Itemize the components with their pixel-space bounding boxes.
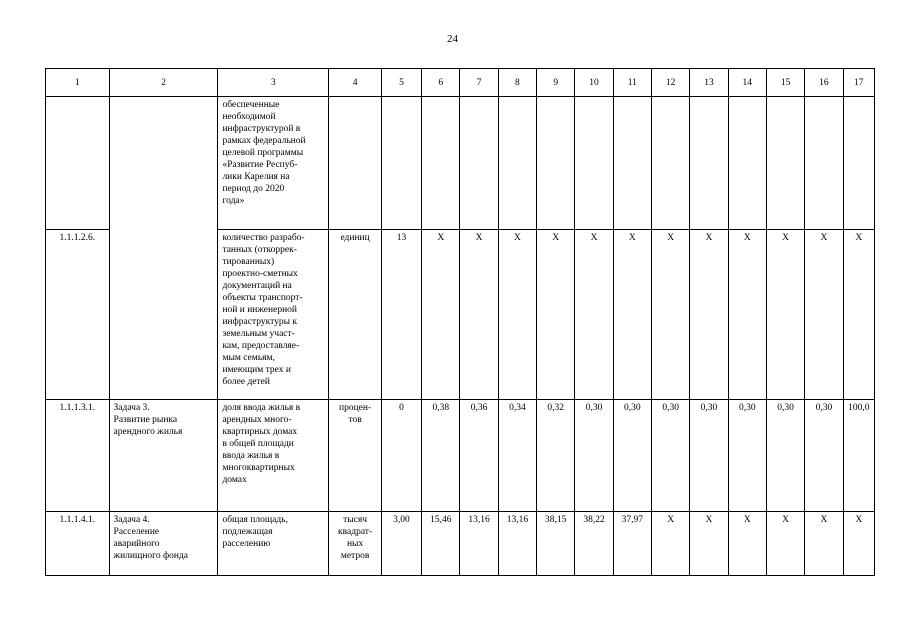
value-cell-text: 38,22 (583, 515, 605, 525)
value-cell-text: X (705, 515, 713, 525)
value-cell (422, 512, 460, 576)
value-cell (843, 97, 874, 230)
value-cell (422, 97, 460, 230)
value-cell-text: X (513, 233, 521, 243)
value-cell (613, 230, 651, 400)
task-cell-text: Задача 3. Развитие рынка арендного жилья (113, 403, 183, 437)
table-row (46, 97, 875, 230)
column-header-2: 2 (109, 69, 218, 97)
unit-cell-text: единиц (340, 233, 370, 243)
column-header-9: 9 (537, 69, 575, 97)
indicator-cell (218, 97, 329, 230)
value-cell-text: 0,30 (738, 403, 756, 413)
column-header-14: 14 (728, 69, 766, 97)
column-header-17: 17 (843, 69, 874, 97)
value-cell (498, 400, 536, 512)
value-cell (575, 97, 613, 230)
value-cell-text: X (855, 233, 863, 243)
value-cell (690, 512, 728, 576)
value-cell (728, 97, 766, 230)
value-cell (613, 512, 651, 576)
value-cell (381, 400, 421, 512)
column-header-11: 11 (613, 69, 651, 97)
value-cell (422, 230, 460, 400)
indicator-cell-text: общая площадь, подлежащая расселению (222, 515, 288, 549)
value-cell-text: X (820, 515, 828, 525)
row-code-cell (46, 230, 110, 400)
value-cell-text: X (743, 233, 751, 243)
value-cell (498, 512, 536, 576)
value-cell (843, 400, 874, 512)
value-cell-text: 13,16 (468, 515, 490, 525)
column-header-5: 5 (381, 69, 421, 97)
column-header-15: 15 (766, 69, 804, 97)
value-cell (575, 512, 613, 576)
value-cell (728, 230, 766, 400)
unit-cell (329, 230, 381, 400)
value-cell-text: 0,32 (547, 403, 565, 413)
value-cell (690, 400, 728, 512)
unit-cell-text: тысяч квадрат- ных метров (338, 515, 373, 561)
value-cell (575, 230, 613, 400)
value-cell-text: X (437, 233, 445, 243)
value-cell (652, 230, 690, 400)
value-cell (381, 230, 421, 400)
indicator-cell-text: доля ввода жилья в арендных много- квартирных домах в общей площади ввода жилья в многоквартирных домах (222, 403, 301, 485)
value-cell (690, 230, 728, 400)
indicator-cell (218, 230, 329, 400)
value-cell-text: X (743, 515, 751, 525)
value-cell-text: 0,38 (432, 403, 450, 413)
table-row (46, 512, 875, 576)
value-cell (460, 97, 498, 230)
value-cell (843, 512, 874, 576)
value-cell-text: 100,0 (848, 403, 870, 413)
row-code-cell (46, 97, 110, 230)
indicator-cell-text: обеспеченные необходимой инфраструктурой в рамках федеральной целевой программы «Развитие Респуб- лики Карелия на период до 2020 года» (222, 100, 306, 206)
value-cell (728, 512, 766, 576)
value-cell (652, 400, 690, 512)
table-row (46, 230, 875, 400)
column-header-12: 12 (652, 69, 690, 97)
column-header-8: 8 (498, 69, 536, 97)
task-cell (109, 512, 218, 576)
value-cell-text: X (590, 233, 598, 243)
value-cell (537, 230, 575, 400)
row-code-cell-text: 1.1.1.2.6. (59, 233, 96, 243)
value-cell (766, 97, 804, 230)
value-cell-text: X (475, 233, 483, 243)
value-cell-text: X (782, 515, 790, 525)
value-cell-text: X (552, 233, 560, 243)
value-cell (652, 97, 690, 230)
value-cell-text: X (667, 233, 675, 243)
unit-cell (329, 97, 381, 230)
value-cell-text: X (820, 233, 828, 243)
value-cell-text: X (705, 233, 713, 243)
value-cell (766, 400, 804, 512)
value-cell (537, 400, 575, 512)
value-cell (381, 512, 421, 576)
task-cell (109, 97, 218, 230)
row-code-cell-text: 1.1.1.3.1. (59, 403, 96, 413)
table-header-row (46, 69, 875, 97)
value-cell-text: 0 (399, 403, 404, 413)
value-cell (575, 400, 613, 512)
value-cell (613, 97, 651, 230)
row-code-cell (46, 512, 110, 576)
column-header-1: 1 (46, 69, 110, 97)
value-cell-text: X (782, 233, 790, 243)
value-cell-text: X (628, 233, 636, 243)
value-cell-text: 15,46 (430, 515, 452, 525)
value-cell-text: 0,30 (777, 403, 794, 413)
value-cell (690, 97, 728, 230)
value-cell-text: 0,30 (585, 403, 603, 413)
value-cell-text: X (855, 515, 863, 525)
value-cell-text: X (667, 515, 675, 525)
row-code-cell (46, 400, 110, 512)
value-cell-text: 13,16 (506, 515, 529, 525)
task-cell (109, 400, 218, 512)
task-cell-text: Задача 4. Расселение аварийного жилищного фонда (113, 515, 188, 561)
value-cell (422, 400, 460, 512)
value-cell (381, 97, 421, 230)
value-cell-text: 0,30 (624, 403, 641, 413)
value-cell (460, 400, 498, 512)
row-code-cell-text: 1.1.1.4.1. (59, 515, 96, 525)
task-cell (109, 230, 218, 400)
value-cell-text: 0,30 (815, 403, 833, 413)
indicator-cell (218, 512, 329, 576)
value-cell-text: 3,00 (393, 515, 410, 525)
value-cell (805, 512, 843, 576)
column-header-16: 16 (805, 69, 843, 97)
value-cell (766, 230, 804, 400)
value-cell (537, 97, 575, 230)
page-number: 24 (447, 33, 458, 45)
value-cell-text: 0,36 (470, 403, 488, 413)
value-cell-text: 38,15 (545, 515, 567, 525)
value-cell (805, 97, 843, 230)
table-row (46, 400, 875, 512)
value-cell (460, 230, 498, 400)
value-cell (460, 512, 498, 576)
column-header-6: 6 (422, 69, 460, 97)
value-cell (498, 97, 536, 230)
value-cell-text: 13 (396, 233, 407, 243)
value-cell (766, 512, 804, 576)
column-header-4: 4 (329, 69, 381, 97)
column-header-13: 13 (690, 69, 728, 97)
indicator-cell (218, 400, 329, 512)
unit-cell (329, 512, 381, 576)
value-cell (843, 230, 874, 400)
value-cell (537, 512, 575, 576)
value-cell (613, 400, 651, 512)
column-header-10: 10 (575, 69, 613, 97)
value-cell-text: 0,30 (700, 403, 718, 413)
column-header-7: 7 (460, 69, 498, 97)
value-cell-text: 0,34 (509, 403, 526, 413)
value-cell (652, 512, 690, 576)
value-cell-text: 37,97 (621, 515, 644, 525)
value-cell (498, 230, 536, 400)
value-cell-text: 0,30 (662, 403, 679, 413)
unit-cell-text: процен- тов (339, 403, 372, 425)
unit-cell (329, 400, 381, 512)
indicator-cell-text: количество разрабо- танных (откоррек- тированных) проектно-сметных документаций на объекты транспорт- ной и инженерной инфраструктуры к земельным участ- кам, предоставляе- мым семьям, имеющим трех и более детей (222, 233, 305, 387)
column-header-3: 3 (218, 69, 329, 97)
indicator-table (45, 68, 875, 576)
value-cell (805, 230, 843, 400)
value-cell (728, 400, 766, 512)
value-cell (805, 400, 843, 512)
